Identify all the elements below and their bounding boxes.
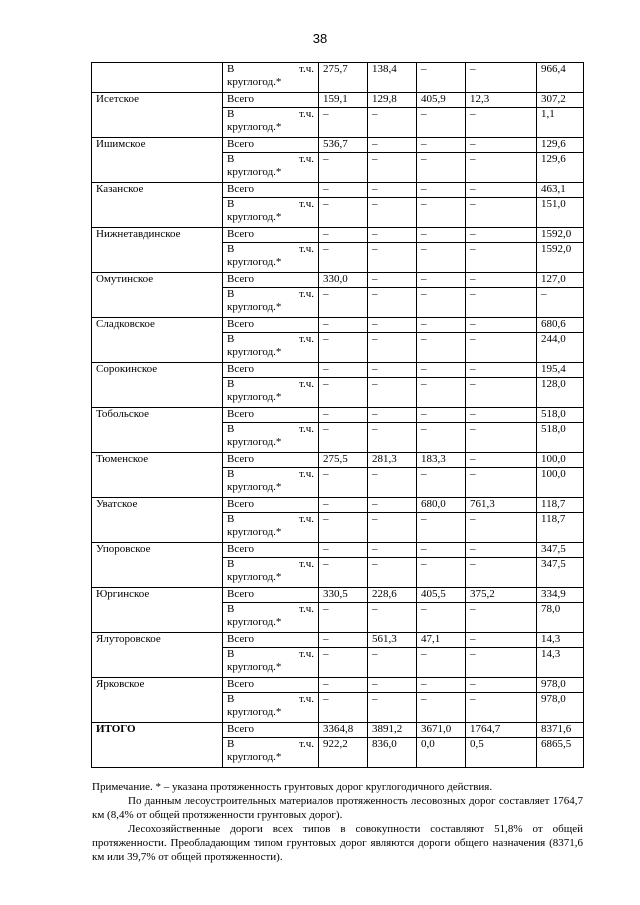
table-row-top <box>92 63 584 93</box>
type-v-label: В <box>227 468 235 480</box>
value-cell: 275,5 <box>319 453 368 468</box>
value-cell: 1764,7 <box>466 723 537 738</box>
value-cell: – <box>368 498 417 513</box>
value-cell: – <box>319 678 368 693</box>
type-label-cell <box>223 243 319 273</box>
value-cell: 127,0 <box>537 273 584 288</box>
value-cell: – <box>417 63 466 93</box>
value-cell: – <box>319 648 368 678</box>
value-cell: – <box>319 408 368 423</box>
value-cell: 159,1 <box>319 93 368 108</box>
type-krug-label: круглогод.* <box>227 706 282 718</box>
district-name: Юргинское <box>92 588 223 633</box>
value-cell: 100,0 <box>537 468 584 498</box>
value-cell: – <box>319 513 368 543</box>
value-cell: – <box>417 468 466 498</box>
type-label-cell <box>223 63 319 93</box>
type-krug-label: круглогод.* <box>227 571 282 583</box>
value-cell: 922,2 <box>319 738 368 768</box>
type-vsego-label: Всего <box>223 273 319 288</box>
value-cell: – <box>466 333 537 363</box>
table-row-vsego <box>92 543 584 558</box>
value-cell: 8371,6 <box>537 723 584 738</box>
type-v-label: В <box>227 558 235 570</box>
type-tch-label: т.ч. <box>298 378 314 390</box>
value-cell: – <box>466 408 537 423</box>
type-v-label: В <box>227 603 235 615</box>
value-cell: – <box>319 228 368 243</box>
type-krug-label: круглогод.* <box>227 211 282 223</box>
value-cell: 405,5 <box>417 588 466 603</box>
type-krug-label: круглогод.* <box>227 76 282 88</box>
value-cell: – <box>417 513 466 543</box>
value-cell: 761,3 <box>466 498 537 513</box>
value-cell: – <box>417 423 466 453</box>
value-cell: – <box>368 378 417 408</box>
roads-table-body <box>92 63 584 768</box>
type-tch-label: т.ч. <box>298 243 314 255</box>
type-vsego-label: Всего <box>223 588 319 603</box>
value-cell: – <box>368 468 417 498</box>
value-cell: – <box>319 378 368 408</box>
type-vsego-label: Всего <box>223 228 319 243</box>
value-cell: – <box>417 603 466 633</box>
district-name: Омутинское <box>92 273 223 318</box>
type-label-cell <box>223 468 319 498</box>
value-cell: – <box>368 273 417 288</box>
type-label-cell <box>223 648 319 678</box>
value-cell: – <box>466 513 537 543</box>
table-row-vsego <box>92 723 584 738</box>
type-v-label: В <box>227 648 235 660</box>
type-vsego-label: Всего <box>223 453 319 468</box>
value-cell: 78,0 <box>537 603 584 633</box>
district-name: Ялуторовское <box>92 633 223 678</box>
value-cell: 307,2 <box>537 93 584 108</box>
value-cell: – <box>417 153 466 183</box>
value-cell: – <box>417 243 466 273</box>
value-cell: – <box>368 603 417 633</box>
value-cell: – <box>368 423 417 453</box>
value-cell: – <box>368 228 417 243</box>
value-cell: 561,3 <box>368 633 417 648</box>
value-cell: 129,6 <box>537 153 584 183</box>
roads-table <box>91 62 584 768</box>
value-cell: 680,6 <box>537 318 584 333</box>
type-tch-label: т.ч. <box>298 603 314 615</box>
value-cell: – <box>466 453 537 468</box>
type-label-cell <box>223 198 319 228</box>
district-name: Тобольское <box>92 408 223 453</box>
value-cell: – <box>368 408 417 423</box>
value-cell: – <box>417 318 466 333</box>
value-cell: – <box>466 138 537 153</box>
value-cell: 6865,5 <box>537 738 584 768</box>
type-v-label: В <box>227 333 235 345</box>
value-cell: 138,4 <box>368 63 417 93</box>
district-name: Исетское <box>92 93 223 138</box>
type-tch-label: т.ч. <box>298 108 314 120</box>
table-row-vsego <box>92 273 584 288</box>
value-cell: – <box>466 423 537 453</box>
type-tch-label: т.ч. <box>298 468 314 480</box>
value-cell: 463,1 <box>537 183 584 198</box>
value-cell: – <box>319 288 368 318</box>
district-name: Казанское <box>92 183 223 228</box>
value-cell: – <box>368 648 417 678</box>
note-footnote: Примечание. * – указана протяженность грунтовых дорог круглогодичного действия. <box>92 781 493 793</box>
table-row-vsego <box>92 408 584 423</box>
value-cell: – <box>319 318 368 333</box>
value-cell: 118,7 <box>537 513 584 543</box>
type-tch-label: т.ч. <box>298 513 314 525</box>
value-cell: – <box>319 633 368 648</box>
value-cell: 12,3 <box>466 93 537 108</box>
type-krug-label: круглогод.* <box>227 256 282 268</box>
type-label-cell <box>223 513 319 543</box>
value-cell: – <box>319 153 368 183</box>
value-cell: 518,0 <box>537 408 584 423</box>
value-cell: – <box>417 543 466 558</box>
type-label-cell <box>223 603 319 633</box>
value-cell: – <box>319 603 368 633</box>
value-cell: 347,5 <box>537 543 584 558</box>
type-krug-label: круглогод.* <box>227 526 282 538</box>
table-row-vsego <box>92 588 584 603</box>
type-label-cell <box>223 693 319 723</box>
value-cell: – <box>368 513 417 543</box>
value-cell: – <box>368 183 417 198</box>
value-cell: – <box>319 543 368 558</box>
type-krug-label: круглогод.* <box>227 436 282 448</box>
type-krug-label: круглогод.* <box>227 346 282 358</box>
value-cell: 966,4 <box>537 63 584 93</box>
type-tch-label: т.ч. <box>298 198 314 210</box>
value-cell: – <box>417 363 466 378</box>
type-vsego-label: Всего <box>223 138 319 153</box>
value-cell: – <box>466 543 537 558</box>
value-cell: – <box>368 153 417 183</box>
value-cell: 128,0 <box>537 378 584 408</box>
value-cell: 129,8 <box>368 93 417 108</box>
value-cell: 14,3 <box>537 633 584 648</box>
type-v-label: В <box>227 198 235 210</box>
type-vsego-label: Всего <box>223 93 319 108</box>
value-cell: 0,0 <box>417 738 466 768</box>
type-v-label: В <box>227 738 235 750</box>
value-cell: – <box>466 183 537 198</box>
value-cell: 330,0 <box>319 273 368 288</box>
type-v-label: В <box>227 153 235 165</box>
value-cell: – <box>319 423 368 453</box>
page-number: 38 <box>312 31 328 46</box>
value-cell: – <box>466 228 537 243</box>
type-krug-label: круглогод.* <box>227 751 282 763</box>
value-cell: – <box>368 198 417 228</box>
value-cell: – <box>466 468 537 498</box>
value-cell: 228,6 <box>368 588 417 603</box>
value-cell: 518,0 <box>537 423 584 453</box>
type-tch-label: т.ч. <box>298 153 314 165</box>
value-cell: – <box>466 633 537 648</box>
value-cell: 405,9 <box>417 93 466 108</box>
value-cell: 680,0 <box>417 498 466 513</box>
value-cell: – <box>417 408 466 423</box>
value-cell: – <box>319 693 368 723</box>
value-cell: – <box>368 363 417 378</box>
note-paragraph-1: По данным лесоустроительных материалов протяженность лесовозных дорог составляет 1764,7 км (8,4% от общей протяженности грунтовых дорог). <box>92 795 583 821</box>
value-cell: 1592,0 <box>537 228 584 243</box>
type-label-cell <box>223 333 319 363</box>
type-krug-label: круглогод.* <box>227 661 282 673</box>
value-cell: – <box>537 288 584 318</box>
value-cell: 47,1 <box>417 633 466 648</box>
value-cell: 195,4 <box>537 363 584 378</box>
value-cell: 100,0 <box>537 453 584 468</box>
value-cell: – <box>466 108 537 138</box>
type-vsego-label: Всего <box>223 183 319 198</box>
value-cell: – <box>417 648 466 678</box>
type-vsego-label: Всего <box>223 408 319 423</box>
value-cell: 0,5 <box>466 738 537 768</box>
value-cell: 3671,0 <box>417 723 466 738</box>
value-cell: – <box>319 198 368 228</box>
value-cell: 118,7 <box>537 498 584 513</box>
type-label-cell <box>223 378 319 408</box>
value-cell: – <box>417 693 466 723</box>
type-krug-label: круглогод.* <box>227 166 282 178</box>
type-v-label: В <box>227 378 235 390</box>
value-cell: – <box>417 288 466 318</box>
type-krug-label: круглогод.* <box>227 301 282 313</box>
value-cell: – <box>417 228 466 243</box>
value-cell: 1,1 <box>537 108 584 138</box>
value-cell: 14,3 <box>537 648 584 678</box>
value-cell: – <box>466 153 537 183</box>
value-cell: 281,3 <box>368 453 417 468</box>
value-cell: 536,7 <box>319 138 368 153</box>
type-vsego-label: Всего <box>223 723 319 738</box>
type-vsego-label: Всего <box>223 543 319 558</box>
type-krug-label: круглогод.* <box>227 121 282 133</box>
type-v-label: В <box>227 423 235 435</box>
value-cell: – <box>417 183 466 198</box>
note-paragraph-2: Лесохозяйственные дороги всех типов в совокупности составляют 51,8% от общей протяженности. Преобладающим типом грунтовых дорог являются дороги общего назначения (8371,6 км или 39,7% от общей протяженности). <box>92 823 583 863</box>
value-cell: – <box>466 198 537 228</box>
type-label-cell <box>223 738 319 768</box>
value-cell: – <box>368 243 417 273</box>
type-v-label: В <box>227 693 235 705</box>
type-krug-label: круглогод.* <box>227 391 282 403</box>
type-tch-label: т.ч. <box>298 558 314 570</box>
district-name: Упоровское <box>92 543 223 588</box>
type-label-cell <box>223 558 319 588</box>
table-row-vsego <box>92 633 584 648</box>
value-cell: – <box>319 183 368 198</box>
value-cell: – <box>466 273 537 288</box>
value-cell: – <box>466 318 537 333</box>
district-name: Сорокинское <box>92 363 223 408</box>
table-row-vsego <box>92 453 584 468</box>
table-row-vsego <box>92 93 584 108</box>
value-cell: – <box>466 243 537 273</box>
value-cell: – <box>466 363 537 378</box>
type-tch-label: т.ч. <box>298 423 314 435</box>
value-cell: 836,0 <box>368 738 417 768</box>
value-cell: – <box>319 468 368 498</box>
value-cell: – <box>368 678 417 693</box>
type-v-label: В <box>227 63 235 75</box>
value-cell: – <box>368 558 417 588</box>
value-cell: – <box>417 198 466 228</box>
type-v-label: В <box>227 288 235 300</box>
district-name: Сладковское <box>92 318 223 363</box>
value-cell: – <box>319 333 368 363</box>
value-cell: – <box>368 333 417 363</box>
district-name: Ярковское <box>92 678 223 723</box>
value-cell: – <box>417 378 466 408</box>
value-cell: – <box>368 108 417 138</box>
table-row-vsego <box>92 318 584 333</box>
value-cell: 347,5 <box>537 558 584 588</box>
table-row-vsego <box>92 138 584 153</box>
type-krug-label: круглогод.* <box>227 481 282 493</box>
value-cell: – <box>319 243 368 273</box>
table-row-vsego <box>92 183 584 198</box>
value-cell: – <box>319 108 368 138</box>
type-vsego-label: Всего <box>223 498 319 513</box>
district-name: Тюменское <box>92 453 223 498</box>
table-row-vsego <box>92 498 584 513</box>
value-cell: – <box>466 678 537 693</box>
district-cell-empty <box>92 63 223 93</box>
value-cell: – <box>368 543 417 558</box>
type-label-cell <box>223 108 319 138</box>
value-cell: 334,9 <box>537 588 584 603</box>
type-vsego-label: Всего <box>223 318 319 333</box>
type-label-cell <box>223 153 319 183</box>
value-cell: – <box>319 558 368 588</box>
value-cell: – <box>466 288 537 318</box>
value-cell: – <box>417 138 466 153</box>
value-cell: – <box>417 333 466 363</box>
value-cell: – <box>368 138 417 153</box>
value-cell: – <box>417 273 466 288</box>
table-row-vsego <box>92 678 584 693</box>
notes-block <box>92 780 583 864</box>
district-name: Ишимское <box>92 138 223 183</box>
type-tch-label: т.ч. <box>298 288 314 300</box>
value-cell: – <box>466 558 537 588</box>
value-cell: 129,6 <box>537 138 584 153</box>
value-cell: – <box>319 363 368 378</box>
type-tch-label: т.ч. <box>298 333 314 345</box>
type-v-label: В <box>227 513 235 525</box>
type-tch-label: т.ч. <box>298 648 314 660</box>
value-cell: 275,7 <box>319 63 368 93</box>
value-cell: – <box>319 498 368 513</box>
type-tch-label: т.ч. <box>298 738 314 750</box>
type-label-cell <box>223 288 319 318</box>
value-cell: 244,0 <box>537 333 584 363</box>
type-vsego-label: Всего <box>223 633 319 648</box>
value-cell: – <box>368 318 417 333</box>
value-cell: 375,2 <box>466 588 537 603</box>
value-cell: – <box>417 558 466 588</box>
value-cell: – <box>417 678 466 693</box>
type-label-cell <box>223 423 319 453</box>
value-cell: – <box>466 648 537 678</box>
value-cell: – <box>466 378 537 408</box>
table-row-vsego <box>92 228 584 243</box>
value-cell: – <box>466 63 537 93</box>
value-cell: 183,3 <box>417 453 466 468</box>
type-tch-label: т.ч. <box>298 63 314 75</box>
type-tch-label: т.ч. <box>298 693 314 705</box>
type-v-label: В <box>227 108 235 120</box>
value-cell: 978,0 <box>537 693 584 723</box>
value-cell: – <box>466 693 537 723</box>
value-cell: 3364,8 <box>319 723 368 738</box>
value-cell: – <box>368 288 417 318</box>
type-vsego-label: Всего <box>223 678 319 693</box>
value-cell: 1592,0 <box>537 243 584 273</box>
type-vsego-label: Всего <box>223 363 319 378</box>
value-cell: 330,5 <box>319 588 368 603</box>
district-name: Нижнетавдинское <box>92 228 223 273</box>
table-row-vsego <box>92 363 584 378</box>
value-cell: – <box>368 693 417 723</box>
value-cell: 151,0 <box>537 198 584 228</box>
value-cell: – <box>417 108 466 138</box>
value-cell: 3891,2 <box>368 723 417 738</box>
value-cell: 978,0 <box>537 678 584 693</box>
value-cell: – <box>466 603 537 633</box>
type-krug-label: круглогод.* <box>227 616 282 628</box>
district-name: ИТОГО <box>92 723 223 768</box>
district-name: Уватское <box>92 498 223 543</box>
type-v-label: В <box>227 243 235 255</box>
